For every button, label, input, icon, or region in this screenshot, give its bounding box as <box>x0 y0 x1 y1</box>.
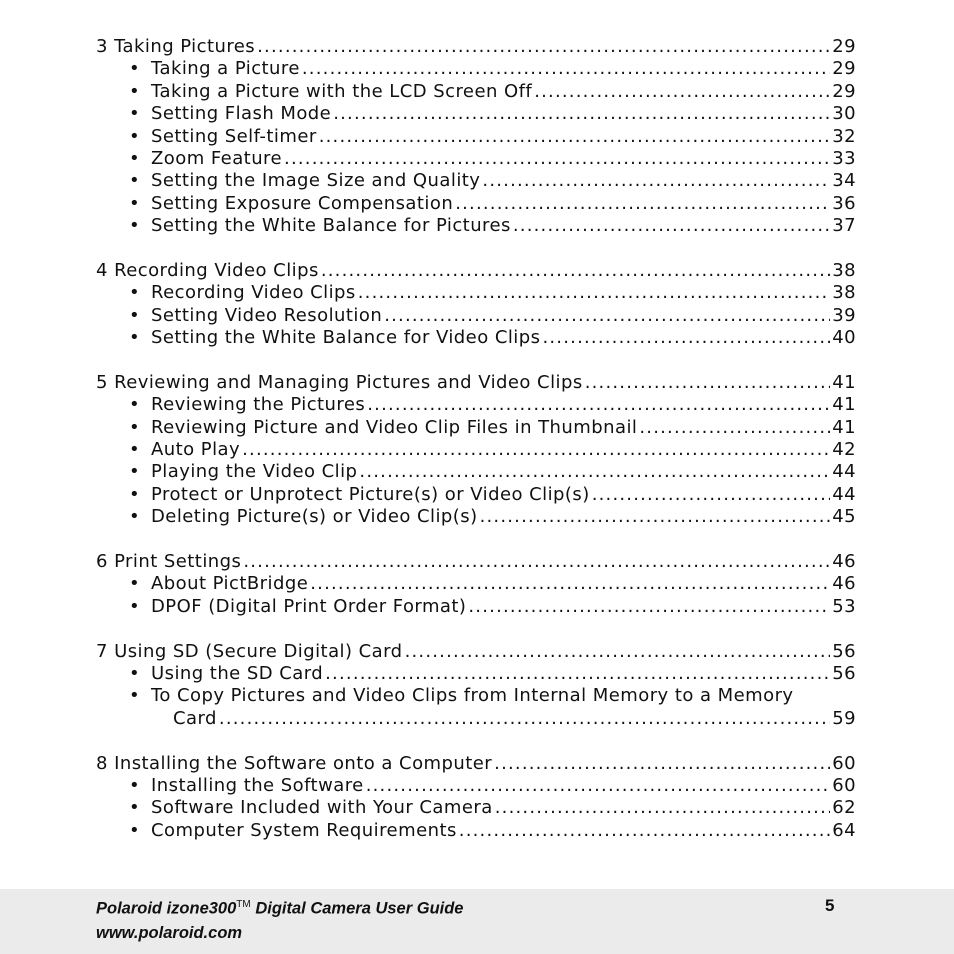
toc-page-number: 42 <box>832 439 856 461</box>
toc-item[interactable] <box>96 282 856 304</box>
table-of-contents <box>96 36 856 842</box>
dot-leader <box>366 775 830 797</box>
bullet-icon: • <box>129 170 141 192</box>
toc-item-label: Software Included with Your Camera <box>151 797 493 819</box>
bullet-icon: • <box>129 327 141 349</box>
toc-page-number: 64 <box>832 819 856 841</box>
dot-leader <box>359 461 830 483</box>
toc-item[interactable] <box>96 58 856 80</box>
toc-item-label: Reviewing Picture and Video Clip Files in Thumbnail <box>151 416 638 438</box>
toc-item[interactable] <box>96 327 856 349</box>
toc-page-number: 46 <box>832 573 856 595</box>
toc-page-number: 39 <box>832 304 856 326</box>
bullet-icon: • <box>129 461 141 483</box>
footer-title-text: Polaroid izone300 <box>96 899 237 918</box>
dot-leader <box>384 305 830 327</box>
toc-page-number: 37 <box>832 215 856 237</box>
toc-item[interactable] <box>96 484 856 506</box>
toc-page-number: 59 <box>832 707 856 729</box>
bullet-icon: • <box>129 147 141 169</box>
dot-leader <box>455 193 830 215</box>
dot-leader <box>592 484 831 506</box>
dot-leader <box>482 170 830 192</box>
footer-title-suffix: Digital Camera User Guide <box>250 899 464 918</box>
bullet-icon: • <box>129 215 141 237</box>
toc-page-number: 56 <box>832 662 856 684</box>
toc-item-label: Setting Flash Mode <box>151 103 332 125</box>
toc-page-number: 34 <box>832 170 856 192</box>
bullet-icon: • <box>129 483 141 505</box>
toc-chapter[interactable] <box>96 551 856 573</box>
toc-item[interactable] <box>96 461 856 483</box>
toc-page-number: 60 <box>832 752 856 774</box>
toc-item[interactable] <box>96 170 856 192</box>
dot-leader <box>513 215 830 237</box>
toc-item-label: Setting Self-timer <box>151 125 317 147</box>
toc-item[interactable] <box>96 506 856 528</box>
toc-item[interactable] <box>96 103 856 125</box>
bullet-icon: • <box>129 774 141 796</box>
toc-page-number: 38 <box>832 282 856 304</box>
dot-leader <box>325 663 830 685</box>
dot-leader <box>367 394 830 416</box>
toc-page-number: 45 <box>832 506 856 528</box>
toc-item-label: Auto Play <box>151 439 241 461</box>
toc-item-label: Taking a Picture with the LCD Screen Off <box>151 80 533 102</box>
toc-item[interactable] <box>96 417 856 439</box>
toc-chapter-label: 5 Reviewing and Managing Pictures and Video Clips <box>96 371 583 393</box>
dot-leader <box>405 641 831 663</box>
toc-chapter[interactable] <box>96 260 856 282</box>
bullet-icon: • <box>129 282 141 304</box>
toc-item[interactable] <box>96 797 856 819</box>
toc-chapter[interactable] <box>96 372 856 394</box>
dot-leader <box>495 797 830 819</box>
toc-item-label: Zoom Feature <box>151 147 283 169</box>
toc-page-number: 60 <box>832 774 856 796</box>
bullet-icon: • <box>129 797 141 819</box>
dot-leader <box>534 81 830 103</box>
toc-item-label: Using the SD Card <box>151 662 324 684</box>
dot-leader <box>585 372 831 394</box>
toc-item-label-continuation: Card <box>173 707 217 729</box>
dot-leader <box>480 506 831 528</box>
toc-item-label: About PictBridge <box>151 573 309 595</box>
toc-chapter-label: 3 Taking Pictures <box>96 36 256 57</box>
bullet-icon: • <box>129 103 141 125</box>
bullet-icon: • <box>129 394 141 416</box>
bullet-icon: • <box>129 125 141 147</box>
toc-item-label: Protect or Unprotect Picture(s) or Video Clip(s) <box>151 483 590 505</box>
bullet-icon: • <box>129 506 141 528</box>
bullet-icon: • <box>129 416 141 438</box>
dot-leader <box>321 260 830 282</box>
toc-item[interactable] <box>96 126 856 148</box>
toc-item[interactable] <box>96 81 856 103</box>
toc-chapter-label: 7 Using SD (Secure Digital) Card <box>96 640 403 662</box>
toc-item-label: Recording Video Clips <box>151 282 356 304</box>
dot-leader <box>243 551 830 573</box>
dot-leader <box>242 439 830 461</box>
toc-item-label: Setting the White Balance for Pictures <box>151 215 511 237</box>
toc-page-number: 32 <box>832 125 856 147</box>
toc-item[interactable] <box>96 305 856 327</box>
toc-item-label: To Copy Pictures and Video Clips from Internal Memory to a Memory <box>151 685 794 707</box>
footer-title <box>96 899 464 919</box>
toc-page-number: 36 <box>832 192 856 214</box>
toc-chapter-label: 4 Recording Video Clips <box>96 259 319 281</box>
toc-item[interactable] <box>96 573 856 595</box>
toc-item-label: Reviewing the Pictures <box>151 394 366 416</box>
dot-leader <box>310 573 830 595</box>
toc-item-label: Taking a Picture <box>151 58 300 80</box>
toc-item[interactable] <box>96 775 856 797</box>
bullet-icon: • <box>129 685 141 707</box>
toc-item[interactable] <box>96 685 856 730</box>
toc-item-label: Setting Video Resolution <box>151 304 383 326</box>
bullet-icon: • <box>129 58 141 80</box>
dot-leader <box>257 36 830 58</box>
toc-page-number: 46 <box>832 550 856 572</box>
toc-page-number: 56 <box>832 640 856 662</box>
toc-item-label: Deleting Picture(s) or Video Clip(s) <box>151 506 478 528</box>
toc-chapter[interactable] <box>96 753 856 775</box>
dot-leader <box>319 126 830 148</box>
toc-page-number: 38 <box>832 259 856 281</box>
toc-item[interactable] <box>96 215 856 237</box>
toc-item-label: Setting the Image Size and Quality <box>151 170 481 192</box>
toc-item-label: Setting the White Balance for Video Clips <box>151 327 541 349</box>
toc-chapter[interactable] <box>96 641 856 663</box>
bullet-icon: • <box>129 304 141 326</box>
dot-leader <box>494 753 830 775</box>
dot-leader <box>219 708 830 730</box>
bullet-icon: • <box>129 662 141 684</box>
toc-chapter[interactable] <box>96 36 856 58</box>
toc-item-label: Playing the Video Clip <box>151 461 358 483</box>
toc-page-number: 53 <box>832 595 856 617</box>
toc-page-number: 29 <box>832 58 856 80</box>
trademark-mark: TM <box>236 899 251 910</box>
toc-page-number: 41 <box>832 394 856 416</box>
toc-page-number: 29 <box>832 80 856 102</box>
toc-page-number: 29 <box>832 36 856 57</box>
toc-page-number: 41 <box>832 371 856 393</box>
toc-item[interactable] <box>96 820 856 842</box>
toc-page-number: 30 <box>832 103 856 125</box>
footer-url[interactable]: www.polaroid.com <box>96 924 243 942</box>
toc-chapter-label: 8 Installing the Software onto a Computer <box>96 752 493 774</box>
toc-page-number: 33 <box>832 147 856 169</box>
dot-leader <box>468 596 830 618</box>
footer-page-number: 5 <box>825 896 835 915</box>
dot-leader <box>284 148 830 170</box>
dot-leader <box>639 417 830 439</box>
bullet-icon: • <box>129 80 141 102</box>
toc-item[interactable] <box>96 193 856 215</box>
toc-item[interactable] <box>96 596 856 618</box>
dot-leader <box>459 820 830 842</box>
toc-page-number: 62 <box>832 797 856 819</box>
bullet-icon: • <box>129 595 141 617</box>
toc-page-number: 44 <box>832 483 856 505</box>
dot-leader <box>333 103 830 125</box>
toc-page-number: 41 <box>832 416 856 438</box>
dot-leader <box>358 282 830 304</box>
toc-item-label: Setting Exposure Compensation <box>151 192 454 214</box>
toc-item-label: Installing the Software <box>151 774 364 796</box>
bullet-icon: • <box>129 573 141 595</box>
toc-item-label: Computer System Requirements <box>151 819 457 841</box>
toc-item[interactable] <box>96 148 856 170</box>
toc-page-number: 44 <box>832 461 856 483</box>
bullet-icon: • <box>129 819 141 841</box>
dot-leader <box>542 327 830 349</box>
toc-page-number: 40 <box>832 327 856 349</box>
bullet-icon: • <box>129 439 141 461</box>
toc-chapter-label: 6 Print Settings <box>96 550 242 572</box>
toc-item[interactable] <box>96 439 856 461</box>
toc-item-label: DPOF (Digital Print Order Format) <box>151 595 467 617</box>
toc-item[interactable] <box>96 394 856 416</box>
dot-leader <box>302 58 830 80</box>
page-footer <box>0 889 954 954</box>
toc-item[interactable] <box>96 663 856 685</box>
bullet-icon: • <box>129 192 141 214</box>
